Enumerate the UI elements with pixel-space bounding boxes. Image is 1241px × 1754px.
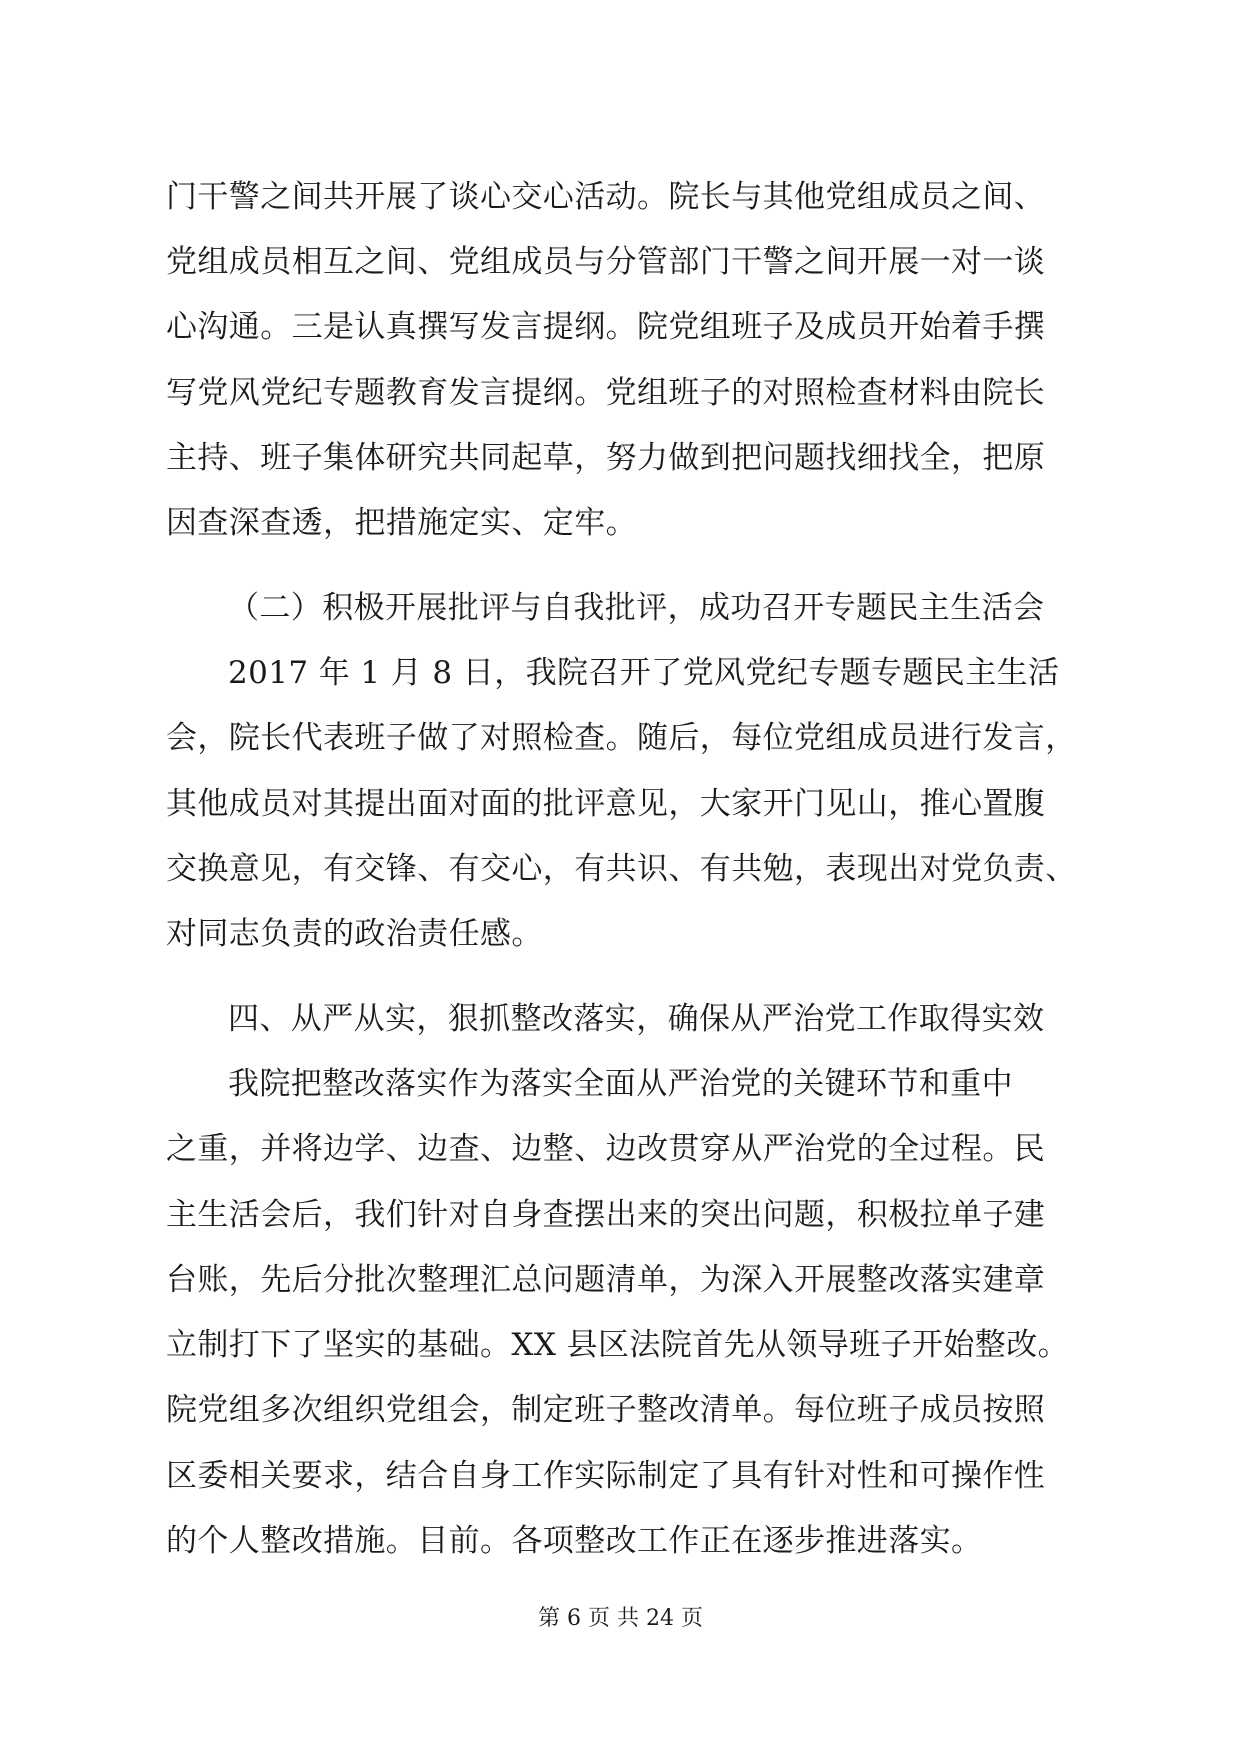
text-line: 写党风党纪专题教育发言提纲。党组班子的对照检查材料由院长 <box>166 375 1046 411</box>
text-line: 党组成员相互之间、党组成员与分管部门干警之间开展一对一谈 <box>166 244 1046 280</box>
text-line: 区委相关要求，结合自身工作实际制定了具有针对性和可操作性 <box>166 1458 1046 1494</box>
text-line: 台账，先后分批次整理汇总问题清单，为深入开展整改落实建章 <box>166 1262 1046 1298</box>
text-line: 主持、班子集体研究共同起草，努力做到把问题找细找全，把原 <box>166 440 1046 476</box>
text-line: 的个人整改措施。目前。各项整改工作正在逐步推进落实。 <box>166 1523 983 1559</box>
text-line: 会，院长代表班子做了对照检查。随后，每位党组成员进行发言， <box>166 720 1077 756</box>
text-line: 之重，并将边学、边查、边整、边改贯穿从严治党的全过程。民 <box>166 1131 1046 1167</box>
text-line: 门干警之间共开展了谈心交心活动。院长与其他党组成员之间、 <box>166 179 1046 215</box>
text-line: 心沟通。三是认真撰写发言提纲。院党组班子及成员开始着手撰 <box>166 309 1046 345</box>
paragraph-first-line: 2017 年 1 月 8 日，我院召开了党风党纪专题专题民主生活 <box>228 655 1060 691</box>
section-heading: 四、从严从实，狠抓整改落实，确保从严治党工作取得实效 <box>228 1001 1045 1037</box>
text-line: 立制打下了坚实的基础。XX 县区法院首先从领导班子开始整改。 <box>166 1327 1069 1363</box>
text-line: 因查深查透，把措施定实、定牢。 <box>166 505 637 541</box>
text-line: 交换意见，有交锋、有交心，有共识、有共勉，表现出对党负责、 <box>166 851 1077 887</box>
text-line: 对同志负责的政治责任感。 <box>166 916 543 952</box>
paragraph-first-line: 我院把整改落实作为落实全面从严治党的关键环节和重中 <box>228 1066 1013 1102</box>
text-line: 其他成员对其提出面对面的批评意见，大家开门见山，推心置腹 <box>166 786 1046 822</box>
text-line: 院党组多次组织党组会，制定班子整改清单。每位班子成员按照 <box>166 1392 1046 1428</box>
page-number-footer: 第 6 页 共 24 页 <box>538 1606 703 1631</box>
text-line: 主生活会后，我们针对自身查摆出来的突出问题，积极拉单子建 <box>166 1197 1046 1233</box>
section-heading: （二）积极开展批评与自我批评，成功召开专题民主生活会 <box>228 590 1045 626</box>
